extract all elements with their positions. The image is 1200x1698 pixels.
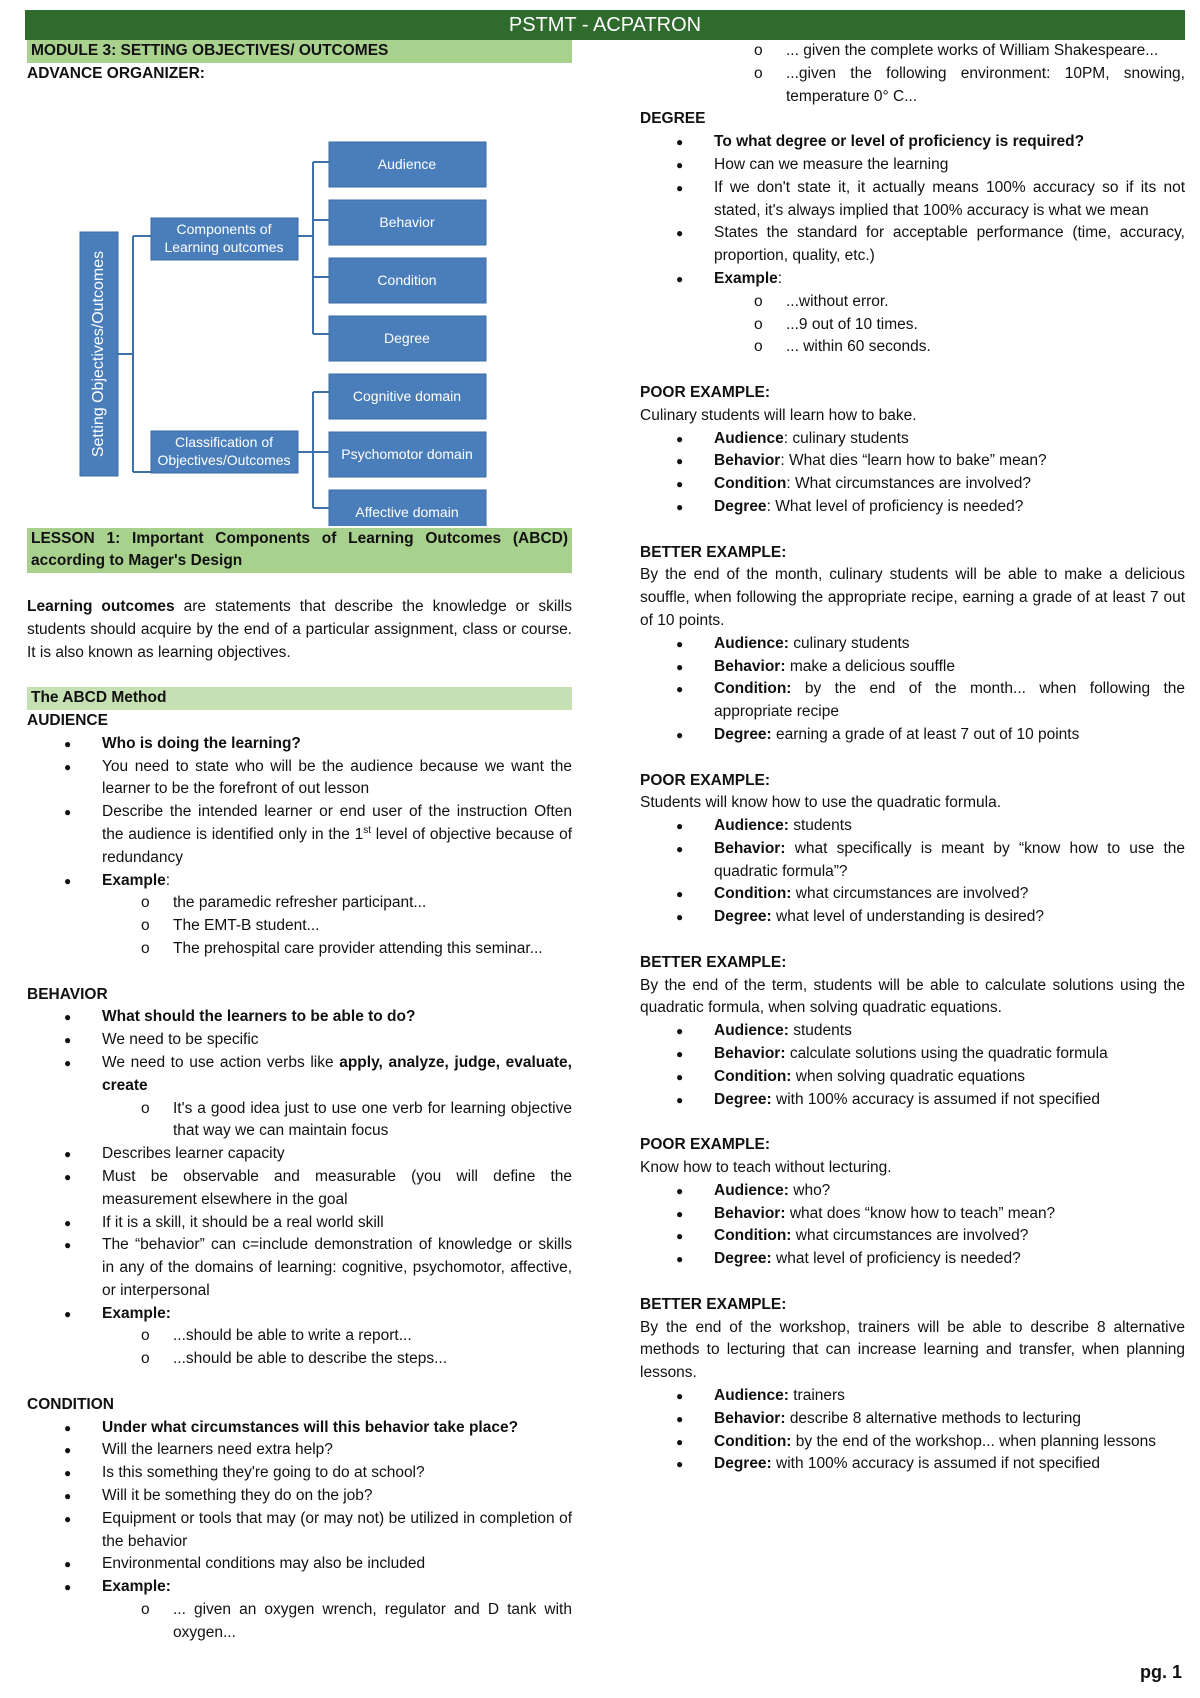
component-value: What level of proficiency is needed?	[775, 497, 1024, 515]
list-item	[640, 1248, 1185, 1271]
right-column	[640, 40, 1185, 1476]
list-item: ● Equipment or tools that may (or may not) be utilized in completion of the behavior	[27, 1508, 572, 1554]
component-separator	[791, 680, 804, 697]
behavior-example-label: ● Example:	[27, 1303, 572, 1326]
component-label: Behavior:	[714, 1045, 786, 1063]
advance-organizer-diagram	[27, 86, 572, 526]
diagram-branch1-line2: Learning outcomes	[164, 238, 284, 255]
degree-example-label: ● Example:	[640, 268, 1185, 291]
list-item: ● How can we measure the learning	[640, 154, 1185, 177]
condition-list	[27, 1417, 572, 1599]
component-label: Behavior:	[714, 1409, 786, 1427]
component-separator: :	[780, 452, 789, 470]
component-value: what does “know how to teach” mean?	[789, 1204, 1056, 1222]
list-item	[640, 1020, 1185, 1043]
list-item	[640, 1203, 1185, 1226]
component-label: Degree:	[714, 1090, 772, 1108]
degree-heading: DEGREE	[640, 110, 706, 128]
behavior-question: ● What should the learners to be able to do?	[27, 1006, 572, 1029]
component-separator	[786, 840, 795, 857]
audience-question: ● Who is doing the learning?	[27, 733, 572, 756]
list-item	[640, 815, 1185, 838]
example-list	[640, 1385, 1185, 1476]
list-item: ● The “behavior” can c=include demonstration of knowledge or skills in any of the domains of learning: cognitive, psychomotor, affective, or interpersonal	[27, 1234, 572, 1302]
component-value: students	[793, 817, 852, 835]
condition-heading: CONDITION	[27, 1395, 114, 1413]
diagram-leaf-affective: Affective domain	[355, 503, 459, 520]
list-item: ● Describes learner capacity	[27, 1143, 572, 1166]
component-value: what level of understanding is desired?	[776, 908, 1045, 926]
component-label: Audience:	[714, 1387, 789, 1405]
component-value: by the end of the workshop... when planning lessons	[795, 1432, 1156, 1450]
list-item: ● We need to use action verbs like apply, analyze, judge, evaluate, create	[27, 1052, 572, 1098]
example-list	[640, 1020, 1185, 1111]
list-item: o ... within 60 seconds.	[640, 336, 1185, 359]
header-title: PSTMT - ACPATRON	[508, 14, 702, 36]
audience-heading: AUDIENCE	[27, 711, 108, 729]
list-item	[640, 678, 1185, 724]
component-value: calculate solutions using the quadratic formula	[789, 1045, 1108, 1063]
diagram-root-label: Setting Objectives/Outcomes	[90, 250, 108, 457]
list-item	[640, 906, 1185, 929]
list-item: o ... given the complete works of William Shakespeare...	[640, 40, 1185, 63]
component-value: what circumstances are involved?	[795, 885, 1029, 903]
component-label: Audience:	[714, 1022, 789, 1040]
learning-outcomes-text: are statements that describe the knowledge or skills students should acquire by the end of a particular assignment, class or course. It is also known as learning objectives.	[27, 597, 572, 661]
diagram-leaf-psychomotor: Psychomotor domain	[341, 445, 473, 462]
list-item: o ...9 out of 10 times.	[640, 314, 1185, 337]
component-value: with 100% accuracy is assumed if not specified	[776, 1455, 1100, 1473]
list-item	[640, 496, 1185, 519]
diagram-svg	[27, 86, 572, 526]
list-item	[640, 883, 1185, 906]
condition-examples	[27, 1599, 572, 1645]
list-item	[640, 633, 1185, 656]
example-list	[640, 633, 1185, 747]
list-item: ● Will the learners need extra help?	[27, 1439, 572, 1462]
example-text: Students will know how to use the quadratic formula.	[640, 794, 1001, 812]
list-item	[640, 1089, 1185, 1112]
component-value: What dies “learn how to bake” mean?	[788, 452, 1047, 470]
component-label: Behavior:	[714, 839, 786, 857]
diagram-branch1-line1: Components of	[176, 220, 272, 237]
degree-question: ● To what degree or level of proficiency is required?	[640, 131, 1185, 154]
left-column	[27, 40, 572, 1645]
example-text: By the end of the month, culinary students will be able to make a delicious souffle, when following the appropriate recipe, earning a grade of at least 7 out of 10 points.	[640, 566, 1185, 629]
list-item: ● States the standard for acceptable performance (time, accuracy, proportion, quality, etc.)	[640, 222, 1185, 268]
component-label: Degree:	[714, 1250, 772, 1268]
abcd-method-title: The ABCD Method	[27, 687, 572, 710]
component-label: Condition	[714, 475, 787, 493]
example-heading: BETTER EXAMPLE:	[640, 953, 787, 971]
component-value: with 100% accuracy is assumed if not specified	[776, 1090, 1100, 1108]
list-item	[640, 724, 1185, 747]
component-value: What circumstances are involved?	[794, 475, 1031, 493]
component-label: Condition:	[714, 885, 792, 903]
audience-examples	[27, 892, 572, 960]
list-item	[640, 473, 1185, 496]
component-label: Condition:	[714, 1067, 792, 1085]
component-label: Audience	[714, 429, 784, 447]
component-label: Behavior:	[714, 1204, 786, 1222]
list-item	[640, 1180, 1185, 1203]
component-value: by the end of the month... when following the appropriate recipe	[714, 680, 1185, 721]
list-item: ● Must be observable and measurable (you will define the measurement elsewhere in the goal	[27, 1166, 572, 1212]
action-verbs: apply, analyze, judge, evaluate, create	[102, 1053, 572, 1094]
component-value: culinary students	[792, 429, 909, 447]
list-item	[640, 1408, 1185, 1431]
page-number: pg. 1	[1139, 1662, 1182, 1683]
component-value: what specifically is meant by “know how to use the quadratic formula”?	[714, 839, 1186, 880]
example-text: Know how to teach without lecturing.	[640, 1159, 892, 1177]
component-value: make a delicious souffle	[789, 657, 955, 675]
component-value: trainers	[793, 1387, 845, 1405]
component-separator: :	[766, 497, 776, 515]
example-list	[640, 1180, 1185, 1271]
examples-container	[640, 359, 1185, 1476]
diagram-leaf-audience: Audience	[377, 155, 437, 172]
component-separator: :	[786, 475, 795, 493]
degree-examples	[640, 291, 1185, 359]
component-label: Behavior	[714, 452, 781, 470]
component-label: Degree:	[714, 908, 772, 926]
list-item: o It's a good idea just to use one verb for learning objective that way we can maintain focus	[27, 1098, 572, 1144]
list-item: o The EMT-B student...	[27, 915, 572, 938]
list-item	[640, 1066, 1185, 1089]
diagram-leaf-degree: Degree	[384, 329, 430, 346]
component-value: describe 8 alternative methods to lecturing	[789, 1409, 1082, 1427]
component-value: what level of proficiency is needed?	[776, 1250, 1021, 1268]
component-value: when solving quadratic equations	[795, 1067, 1026, 1085]
list-item: o ...should be able to describe the steps...	[27, 1348, 572, 1371]
list-item: ● Describe the intended learner or end user of the instruction Often the audience is identified only in the 1st level of objective because of redundancy	[27, 801, 572, 869]
component-label: Degree:	[714, 725, 772, 743]
list-item	[640, 1431, 1185, 1454]
diagram-branch2-line1: Classification of	[174, 433, 274, 450]
example-list	[640, 428, 1185, 519]
diagram-leaf-behavior: Behavior	[379, 213, 435, 230]
list-item	[640, 1043, 1185, 1066]
component-label: Degree:	[714, 1455, 772, 1473]
list-item	[640, 450, 1185, 473]
example-heading: POOR EXAMPLE:	[640, 383, 771, 401]
list-item: ● You need to state who will be the audience because we want the learner to be the forefront of out lesson	[27, 756, 572, 802]
list-item: o ...given the following environment: 10PM, snowing, temperature 0° C...	[640, 63, 1185, 109]
example-heading: BETTER EXAMPLE:	[640, 543, 787, 561]
list-item: o ...should be able to write a report...	[27, 1325, 572, 1348]
module-title: MODULE 3: SETTING OBJECTIVES/ OUTCOMES	[27, 40, 572, 63]
component-label: Condition:	[714, 1432, 792, 1450]
list-item: o The prehospital care provider attending this seminar...	[27, 938, 572, 961]
learning-outcomes-definition	[27, 596, 572, 664]
list-item	[640, 1453, 1185, 1476]
list-item	[640, 1385, 1185, 1408]
learning-outcomes-term: Learning outcomes	[27, 597, 175, 615]
component-value: students	[793, 1022, 852, 1040]
behavior-list	[27, 1006, 572, 1097]
list-item: o the paramedic refresher participant...	[27, 892, 572, 915]
component-value: who?	[793, 1181, 831, 1199]
diagram-branch2-line2: Objectives/Outcomes	[157, 451, 291, 468]
list-item: ● We need to be specific	[27, 1029, 572, 1052]
list-item: ● Environmental conditions may also be included	[27, 1553, 572, 1576]
list-item	[640, 838, 1185, 884]
diagram-leaf-condition: Condition	[377, 271, 437, 288]
list-item: o ...without error.	[640, 291, 1185, 314]
degree-list	[640, 131, 1185, 291]
component-label: Degree	[714, 497, 767, 515]
example-heading: POOR EXAMPLE:	[640, 771, 771, 789]
behavior-sublist	[27, 1098, 572, 1144]
behavior-examples	[27, 1325, 572, 1371]
list-item: ● If it is a skill, it should be a real world skill	[27, 1212, 572, 1235]
component-value: what circumstances are involved?	[795, 1227, 1029, 1245]
list-item: o ... given an oxygen wrench, regulator and D tank with oxygen...	[27, 1599, 572, 1645]
list-item	[640, 428, 1185, 451]
component-label: Behavior:	[714, 657, 786, 675]
audience-list	[27, 733, 572, 893]
list-item: ● If we don't state it, it actually means 100% accuracy so if its not stated, it's always implied that 100% accuracy is what we mean	[640, 177, 1185, 223]
behavior-heading: BEHAVIOR	[27, 985, 108, 1003]
component-label: Condition:	[714, 1227, 792, 1245]
example-heading: POOR EXAMPLE:	[640, 1136, 771, 1154]
component-value: earning a grade of at least 7 out of 10 points	[776, 725, 1080, 743]
list-item: ● Is this something they're going to do at school?	[27, 1462, 572, 1485]
advance-organizer-label: ADVANCE ORGANIZER:	[27, 64, 205, 82]
diagram-leaf-cognitive: Cognitive domain	[352, 387, 462, 404]
list-item: ● Will it be something they do on the job?	[27, 1485, 572, 1508]
example-text: By the end of the term, students will be able to calculate solutions using the quadratic formula, when solving quadratic equations.	[640, 976, 1185, 1017]
component-value: culinary students	[793, 634, 910, 652]
list-item	[640, 656, 1185, 679]
audience-example-label: ● Example:	[27, 870, 572, 893]
component-label: Audience:	[714, 634, 789, 652]
condition-examples-cont	[640, 40, 1185, 108]
behavior-list-cont	[27, 1143, 572, 1325]
component-label: Audience:	[714, 1181, 789, 1199]
component-label: Condition:	[714, 680, 792, 698]
example-heading: BETTER EXAMPLE:	[640, 1295, 787, 1313]
condition-example-label: ● Example:	[27, 1576, 572, 1599]
list-item	[640, 1225, 1185, 1248]
example-text: By the end of the workshop, trainers will be able to describe 8 alternative methods to lecturing that can increase learning and transfer, when planning lessons.	[640, 1318, 1185, 1382]
component-label: Audience:	[714, 817, 789, 835]
page-header-banner	[25, 10, 1185, 40]
component-separator: :	[783, 429, 793, 447]
example-text: Culinary students will learn how to bake.	[640, 406, 917, 424]
condition-question: ● Under what circumstances will this behavior take place?	[27, 1417, 572, 1440]
lesson-title: LESSON 1: Important Components of Learning Outcomes (ABCD) according to Mager's Design	[27, 528, 572, 574]
example-list	[640, 815, 1185, 929]
